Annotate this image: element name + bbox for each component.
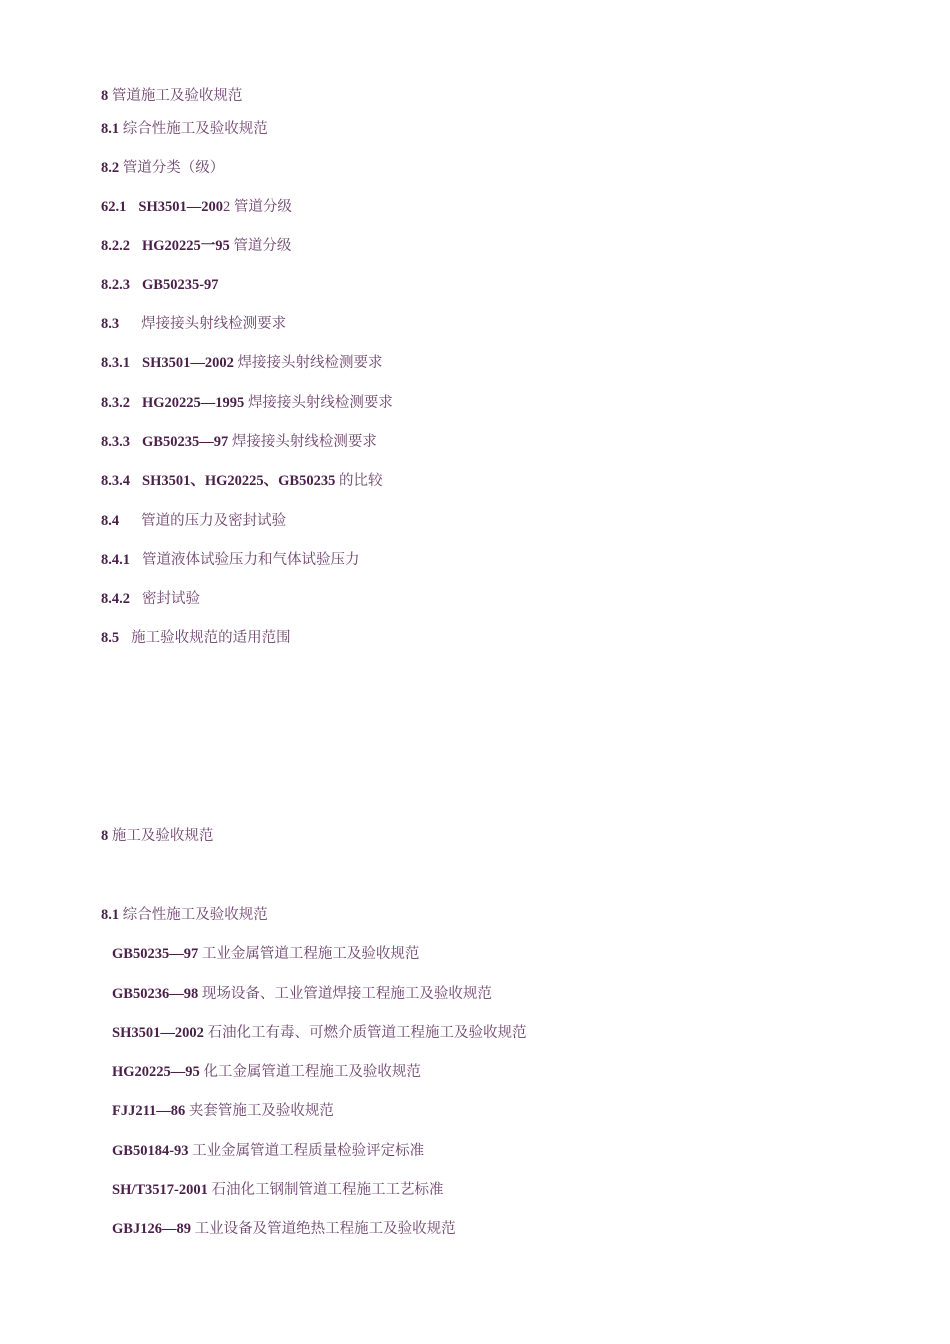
toc-item-title: 焊接接头射线检测要求	[247, 395, 393, 411]
toc-item-8-4-2	[101, 590, 200, 608]
toc-item-title: 的比较	[338, 473, 383, 489]
toc-item-number: 8.3.2	[101, 395, 130, 411]
toc-item-number: 8.1	[101, 121, 120, 137]
toc-item-8-4	[101, 512, 286, 530]
toc-heading-number: 8	[101, 88, 109, 104]
section-heading-title: 施工及验收规范	[111, 828, 214, 844]
standard-code: FJJ211—86	[112, 1103, 186, 1119]
section-subheading-number: 8.1	[101, 907, 120, 923]
standard-item	[112, 1181, 444, 1199]
standard-title: 现场设备、工业管道焊接工程施工及验收规范	[201, 986, 492, 1002]
section-subheading-title: 综合性施工及验收规范	[122, 907, 268, 923]
toc-item-title: 管道的压力及密封试验	[141, 513, 287, 529]
standard-code: GB50236—98	[112, 986, 199, 1002]
toc-item-code: HG20225—1995	[142, 395, 245, 411]
standard-item	[112, 945, 419, 963]
toc-item-8-3-1	[101, 354, 382, 372]
toc-item-code: SH3501—2002	[142, 355, 234, 371]
toc-item-number: 8.4	[101, 513, 120, 529]
toc-item-title: 管道液体试验压力和气体试验压力	[142, 552, 360, 568]
toc-item-title: 管道分类（级）	[122, 160, 225, 176]
toc-item-title: 焊接接头射线检测要求	[237, 355, 383, 371]
standard-code: GB50184-93	[112, 1143, 189, 1159]
toc-item-number: 8.2.2	[101, 238, 130, 254]
standard-item	[112, 1063, 421, 1081]
toc-item-title: 焊接接头射线检测要求	[141, 316, 287, 332]
standard-code: GBJ126—89	[112, 1221, 191, 1237]
toc-item-8-2	[101, 159, 224, 177]
toc-item-number: 8.4.1	[101, 552, 130, 568]
toc-item-8-4-1	[101, 551, 360, 569]
toc-item-code: GB50235-97	[142, 277, 219, 293]
standard-code: GB50235—97	[112, 946, 199, 962]
standard-title: 石油化工有毒、可燃介质管道工程施工及验收规范	[207, 1025, 527, 1041]
toc-item-8-2-2	[101, 237, 291, 255]
section-subheading	[101, 906, 268, 924]
toc-item-code: HG20225一95	[142, 238, 230, 254]
toc-item-8-1	[101, 120, 268, 138]
toc-item-8-2-3	[101, 276, 219, 294]
toc-item-62-1	[101, 198, 292, 216]
toc-item-8-3-4	[101, 472, 382, 490]
toc-item-8-3-2	[101, 394, 393, 412]
standard-item	[112, 1024, 526, 1042]
standard-code: SH3501—2002	[112, 1025, 204, 1041]
toc-item-number: 8.3.4	[101, 473, 130, 489]
toc-item-number: 8.3.3	[101, 434, 130, 450]
standard-title: 工业设备及管道绝热工程施工及验收规范	[194, 1221, 456, 1237]
toc-item-number: 8.2.3	[101, 277, 130, 293]
toc-item-title: 施工验收规范的适用范围	[131, 630, 291, 646]
standard-title: 石油化工钢制管道工程施工工艺标准	[211, 1182, 444, 1198]
standard-title: 夹套管施工及验收规范	[188, 1103, 334, 1119]
standard-item	[112, 1220, 456, 1238]
toc-item-8-5	[101, 629, 291, 647]
toc-item-title: 综合性施工及验收规范	[122, 121, 268, 137]
toc-heading-title: 管道施工及验收规范	[111, 88, 243, 104]
toc-item-number: 8.4.2	[101, 591, 130, 607]
toc-item-title: 2 管道分级	[222, 199, 292, 215]
toc-item-title: 管道分级	[233, 238, 292, 254]
toc-item-number: 8.3.1	[101, 355, 130, 371]
toc-item-number: 8.2	[101, 160, 120, 176]
standard-code: HG20225—95	[112, 1064, 200, 1080]
toc-item-number: 8.5	[101, 630, 120, 646]
toc-item-code: GB50235—97	[142, 434, 229, 450]
section-heading	[101, 827, 213, 845]
standard-code: SH/T3517-2001	[112, 1182, 208, 1198]
toc-item-number: 8.3	[101, 316, 120, 332]
standard-title: 工业金属管道工程施工及验收规范	[201, 946, 420, 962]
toc-item-number: 62.1	[101, 199, 127, 215]
toc-item-8-3	[101, 315, 286, 333]
toc-item-code: SH3501、HG20225、GB50235	[142, 473, 336, 489]
standard-item	[112, 985, 492, 1003]
toc-item-code: SH3501—200	[138, 199, 223, 215]
toc-item-title: 焊接接头射线检测要求	[231, 434, 377, 450]
section-heading-number: 8	[101, 828, 109, 844]
standard-title: 化工金属管道工程施工及验收规范	[203, 1064, 421, 1080]
toc-heading	[101, 87, 242, 105]
toc-item-title: 密封试验	[142, 591, 200, 607]
standard-item	[112, 1142, 424, 1160]
standard-item	[112, 1102, 334, 1120]
toc-item-8-3-3	[101, 433, 377, 451]
standard-title: 工业金属管道工程质量检验评定标准	[192, 1143, 425, 1159]
